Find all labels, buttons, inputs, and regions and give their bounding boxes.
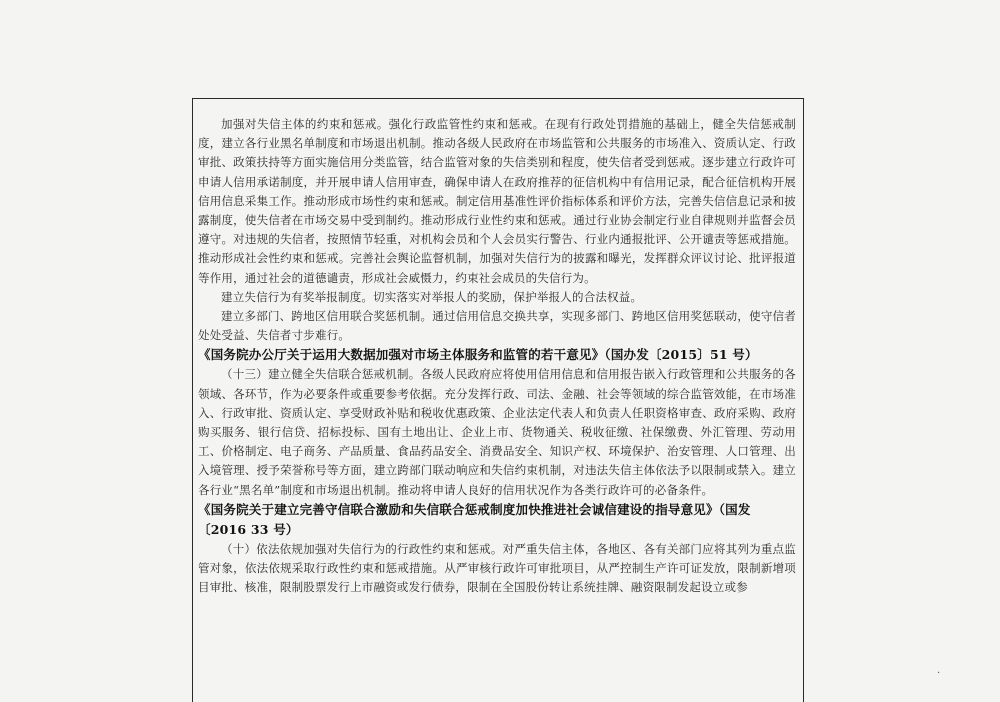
heading-bigdata-opinion: 《国务院办公厅关于运用大数据加强对市场主体服务和监管的若干意见》（国办发〔2015〕51 号） xyxy=(198,347,758,363)
scan-mark: · xyxy=(937,668,941,679)
paragraph-punishment: 加强对失信主体的约束和惩戒。强化行政监管性约束和惩戒。在现有行政处罚措施的基础上，健全失信惩戒制度，建立各行业黑名单制度和市场退出机制。推动各级人民政府在市场监管和公共服务的市场准入、资质认定、行政审批、政策扶持等方面实施信用分类监管，结合监管对象的失信类别和程度，使失信者受到惩戒。逐步建立行政许可申请人信用承诺制度，并开展申请人信用审查，确保申请人在政府推荐的征信机构中有信用记录，配合征信机构开展信用信息采集工作。推动形成市场性约束和惩戒。制定信用基准性评价指标体系和评价方法，完善失信信息记录和披露制度，使失信者在市场交易中受到制约。推动形成行业性约束和惩戒。通过行业协会制定行业自律规则并监督会员遵守。对违规的失信者，按照情节轻重，对机构会员和个人会员实行警告、行业内通报批评、公开谴责等惩戒措施。推动形成社会性约束和惩戒。完善社会舆论监督机制，加强对失信行为的披露和曝光，发挥群众评议讨论、批评报道等作用，通过社会的道德谴责，形成社会威慑力，约束社会成员的失信行为。 xyxy=(198,117,796,285)
paragraph-joint-mechanism: 建立多部门、跨地区信用联合奖惩机制。通过信用信息交换共享，实现多部门、跨地区信用奖惩联动，使守信者处处受益、失信者寸步难行。 xyxy=(198,309,796,343)
paragraph-section-13: （十三）建立健全失信联合惩戒机制。各级人民政府应将使用信用信息和信用报告嵌入行政管理和公共服务的各领域、各环节，作为必要条件或重要参考依据。充分发挥行政、司法、金融、社会等领域的综合监管效能，在市场准入、行政审批、资质认定、享受财政补贴和税收优惠政策、企业法定代表人和负责人任职资格审查、政府采购、政府购买服务、银行信贷、招标投标、国有土地出让、企业上市、货物通关、税收征缴、社保缴费、外汇管理、劳动用工、价格制定、电子商务、产品质量、食品药品安全、消费品安全、知识产权、环境保护、治安管理、人口管理、出入境管理、授予荣誉称号等方面，建立跨部门联动响应和失信约束机制，对违法失信主体依法予以限制或禁入。建立各行业“黑名单”制度和市场退出机制。推动将申请人良好的信用状况作为各类行政许可的必备条件。 xyxy=(198,367,796,497)
paragraph-section-10: （十）依法依规加强对失信行为的行政性约束和惩戒。对严重失信主体，各地区、各有关部门应将其列为重点监管对象，依法依规采取行政性约束和惩戒措施。从严审核行政许可审批项目，从严控制生产许可证发放，限制新增项目审批、核准，限制股票发行上市融资或发行债券，限制在全国股份转让系统挂牌、融资限制发起设立或参 xyxy=(198,541,796,595)
document-body xyxy=(198,115,796,597)
heading-guidance-opinion: 《国务院关于建立完善守信联合激励和失信联合惩戒制度加快推进社会诚信建设的指导意见》（国发〔2016 33 号） xyxy=(198,501,751,537)
paragraph-reporting: 建立失信行为有奖举报制度。切实落实对举报人的奖励，保护举报人的合法权益。 xyxy=(221,289,643,304)
